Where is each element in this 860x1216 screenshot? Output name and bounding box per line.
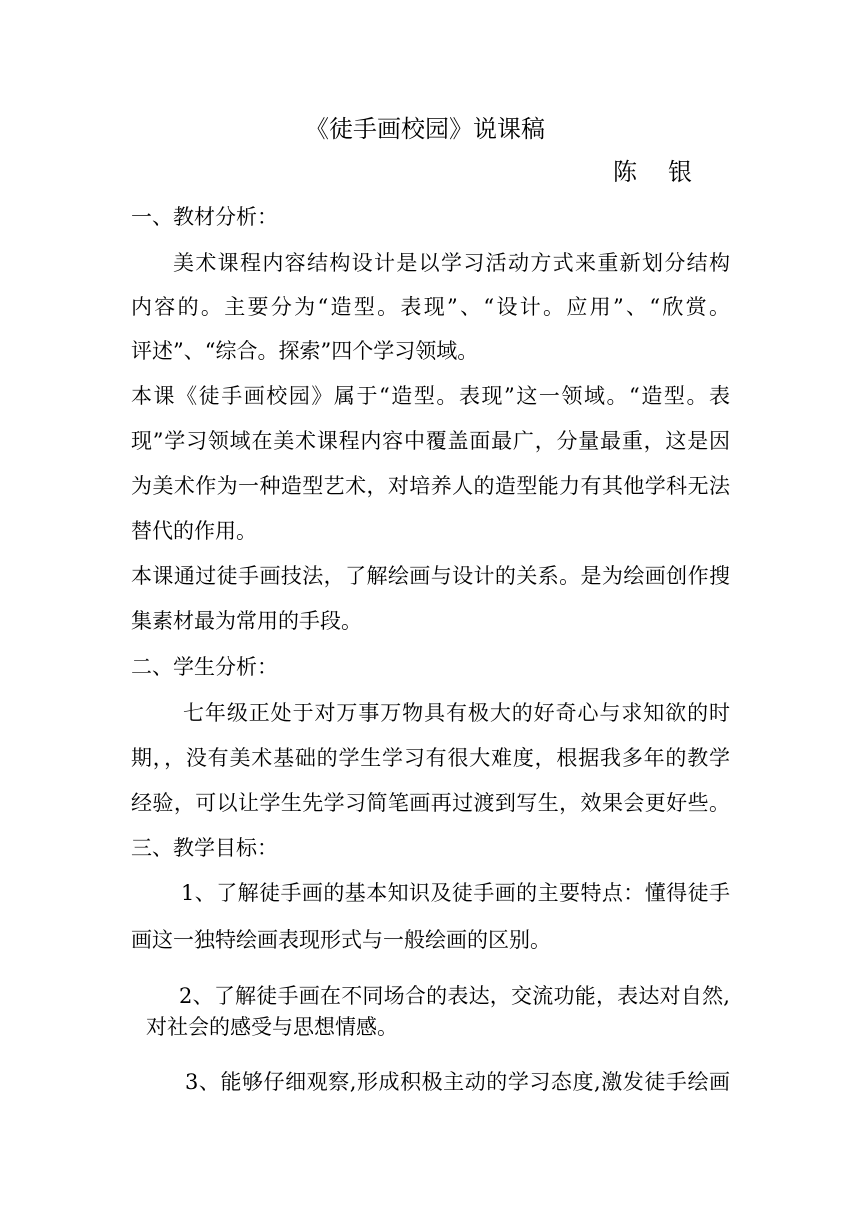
section-heading-student-analysis: 二、学生分析：: [131, 655, 278, 679]
paragraph-line: 七年级正处于对万事万物具有极大的好奇心与求知欲的时: [183, 701, 730, 725]
objective-line: 画这一独特绘画表现形式与一般绘画的区别。: [131, 928, 551, 952]
objective-line: 3、能够仔细观察,形成积极主动的学习态度,激发徒手绘画: [185, 1070, 730, 1094]
document-title: 《徒手画校园》说课稿: [305, 115, 545, 143]
paragraph-line: 本课《徒手画校园》属于“造型。表现”这一领域。“造型。表: [131, 384, 730, 408]
paragraph-line: 经验，可以让学生先学习简笔画再过渡到写生，效果会更好些。: [131, 791, 730, 815]
objective-line: 对社会的感受与思想情感。: [146, 1015, 398, 1039]
author-name-first: 陈: [613, 158, 637, 186]
author-name: [613, 160, 692, 184]
paragraph-line: 替代的作用。: [131, 519, 257, 543]
paragraph-line: 内容的。主要分为“造型。表现”、“设计。应用”、“欣赏。: [131, 295, 730, 319]
paragraph-line: 集素材最为常用的手段。: [131, 609, 362, 633]
author-name-second: 银: [668, 158, 692, 186]
paragraph-line: 期，，没有美术基础的学生学习有很大难度，根据我多年的教学: [131, 746, 730, 770]
paragraph-line: 本课通过徒手画技法，了解绘画与设计的关系。是为绘画创作搜: [131, 564, 730, 588]
paragraph-line: 美术课程内容结构设计是以学习活动方式来重新划分结构: [173, 251, 730, 275]
section-heading-textbook-analysis: 一、教材分析：: [131, 205, 278, 229]
paragraph-line: 现”学习领域在美术课程内容中覆盖面最广，分量最重，这是因: [131, 429, 730, 453]
paragraph-line: 评述”、“综合。探索”四个学习领域。: [131, 339, 479, 363]
objective-line: 2、了解徒手画在不同场合的表达，交流功能，表达对自然,: [179, 984, 730, 1008]
objective-line: 1、了解徒手画的基本知识及徒手画的主要特点：懂得徒手: [181, 881, 730, 905]
section-heading-teaching-objectives: 三、教学目标：: [131, 836, 278, 860]
paragraph-line: 为美术作为一种造型艺术，对培养人的造型能力有其他学科无法: [131, 474, 730, 498]
